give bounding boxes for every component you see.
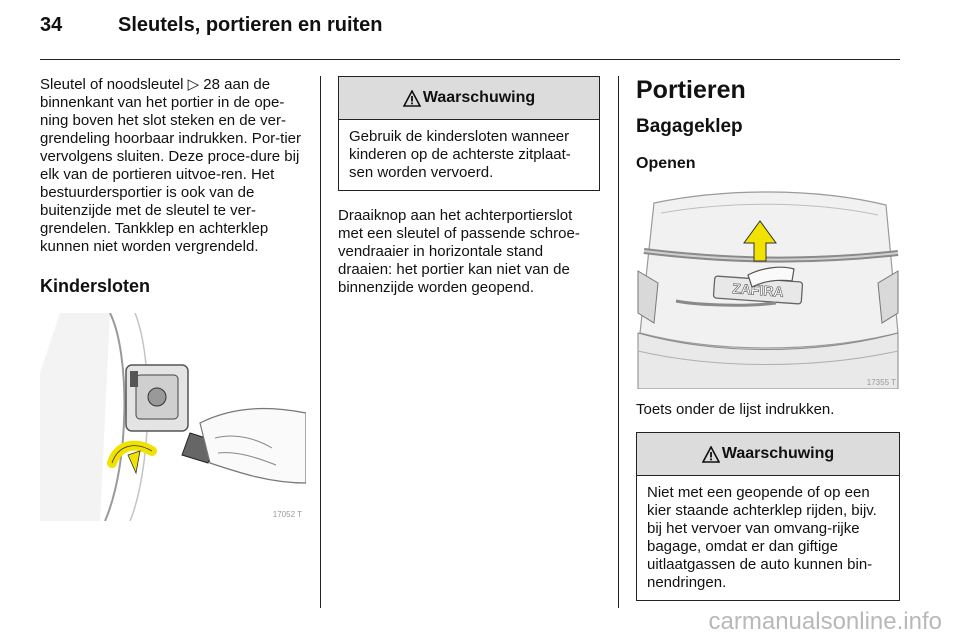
child-lock-paragraph: Draaiknop aan het achterportierslot met een sleutel of passende schroe-vendraaier in horizontale stand draaien: het portier kan niet van de binnenzijde worden geopend.	[338, 207, 580, 296]
child-lock-figure	[40, 313, 306, 521]
tailgate-figure	[636, 183, 900, 389]
column-divider	[618, 76, 619, 608]
page-header	[40, 14, 900, 42]
warning-text: Niet met een geopende of op een kier staande achterklep rijden, bijv. bij het vervoer van omvang-rijke bagage, omdat er dan giftige uitlaatgassen de auto kunnen bin-nendringen.	[647, 484, 877, 591]
column-middle	[338, 76, 600, 297]
warning-text: Gebruik de kindersloten wanneer kinderen op de achterste zitplaat-sen worden vervoerd.	[349, 128, 571, 181]
warning-header	[637, 433, 899, 476]
section-heading-portieren: Portieren	[636, 76, 746, 104]
section-heading-openen: Openen	[636, 155, 696, 172]
watermark: carmanualsonline.info	[708, 608, 942, 635]
intro-paragraph: Sleutel of noodsleutel ▷ 28 aan de binnenkant van het portier in de ope-ning boven het slot steken en de ver-grendeling hoorbaar indrukken. Por-tier vervolgens sluiten. Deze proce-dure bij elk van de portieren uitvoe-ren. Het bestuurdersportier is ook van de buitenzijde met de sleutel te ver-grendelen. Tankklep en achterklep kunnen niet worden vergrendeld.	[40, 76, 301, 255]
section-heading-bagageklep: Bagageklep	[636, 116, 743, 137]
zafira-badge: ZAFIRA	[731, 280, 785, 300]
warning-triangle-icon	[702, 446, 720, 463]
page-number: 34	[40, 14, 63, 36]
figure-label: 17355 T	[866, 378, 896, 387]
column-left	[40, 76, 306, 521]
tailgate-caption: Toets onder de lijst indrukken.	[636, 401, 835, 418]
warning-title: Waarschuwing	[721, 445, 835, 462]
header-rule	[40, 59, 900, 60]
warning-box-bagageklep	[636, 432, 900, 601]
section-heading-kindersloten: Kindersloten	[40, 276, 151, 296]
column-divider	[320, 76, 321, 608]
warning-header	[339, 77, 599, 120]
warning-box-kindersloten	[338, 76, 600, 191]
child-lock-illustration	[40, 313, 306, 521]
tailgate-illustration	[636, 183, 900, 389]
chapter-title: Sleutels, portieren en ruiten	[118, 14, 383, 36]
warning-title: Waarschuwing	[422, 89, 536, 106]
figure-label: 17052 T	[272, 510, 302, 519]
column-right	[636, 76, 900, 601]
warning-triangle-icon	[403, 90, 421, 107]
